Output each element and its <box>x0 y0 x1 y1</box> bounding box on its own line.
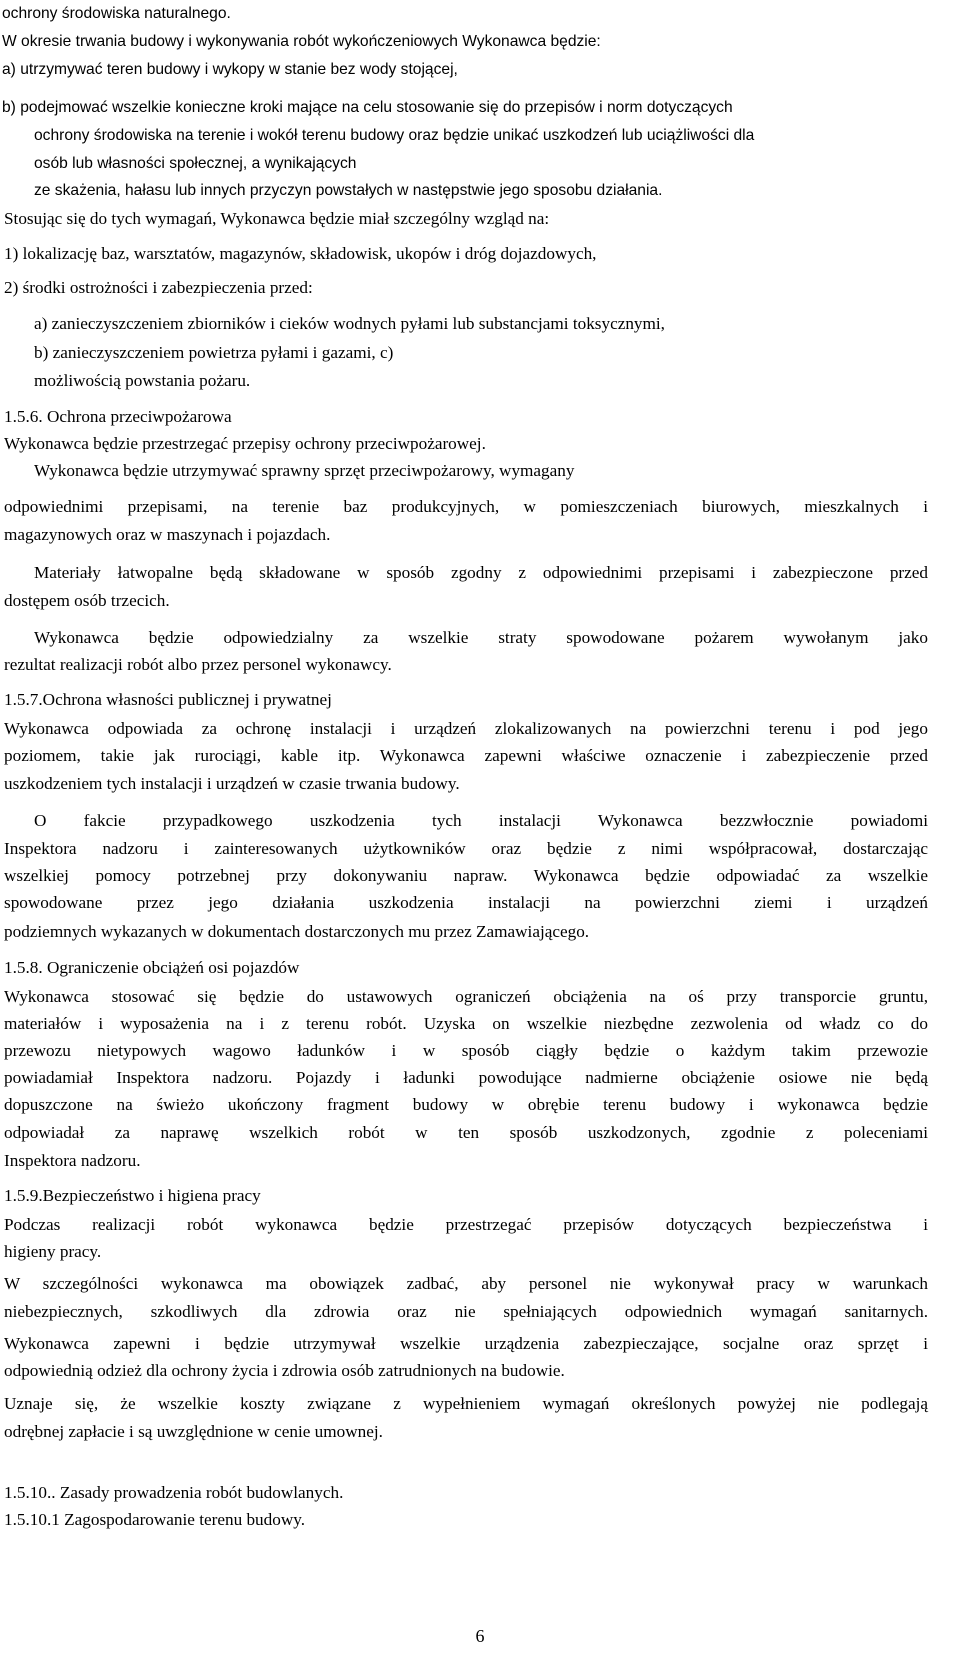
text-line: b) podejmować wszelkie konieczne kroki mające na celu stosowanie się do przepisów i norm dotyczących <box>2 99 733 116</box>
text-line: dostępem osób trzecich. <box>4 591 170 610</box>
list-item: 1) lokalizację baz, warsztatów, magazynów, składowisk, ukopów i dróg dojazdowych, <box>4 244 597 263</box>
text-line: materiałów i wyposażenia na i z terenu robót. Uzyska on wszelkie niezbędne zezwolenia od władz co do <box>4 1014 928 1033</box>
text-line: ze skażenia, hałasu lub innych przyczyn powstałych w następstwie jego sposobu działania. <box>34 182 663 199</box>
text-line: Stosując się do tych wymagań, Wykonawca będzie miał szczególny wzgląd na: <box>4 209 550 228</box>
text-line: odrębnej zapłacie i są uwzględnione w cenie umownej. <box>4 1422 383 1441</box>
section-heading: 1.5.10.1 Zagospodarowanie terenu budowy. <box>4 1510 306 1529</box>
text-line: dopuszczone na świeżo ukończony fragment budowy w obrębie terenu budowy i wykonawca będzie <box>4 1095 928 1114</box>
text-line: Inspektora nadzoru i zainteresowanych użytkowników oraz będzie z nimi współpracował, dostarczając <box>4 839 928 858</box>
page-number: 6 <box>475 1626 485 1646</box>
text-line: odpowiadał za naprawę wszelkich robót w ten sposób uszkodzonych, zgodnie z poleceniami <box>4 1123 928 1142</box>
text-line: Inspektora nadzoru. <box>4 1151 141 1170</box>
text-line: a) utrzymywać teren budowy i wykopy w stanie bez wody stojącej, <box>2 61 458 78</box>
text-line: higieny pracy. <box>4 1242 102 1261</box>
list-item: a) zanieczyszczeniem zbiorników i cieków wodnych pyłami lub substancjami toksycznymi, <box>34 314 665 333</box>
text-line: niebezpiecznych, szkodliwych dla zdrowia oraz nie spełniających odpowiednich wymagań sanitarnych. <box>4 1302 928 1321</box>
text-line: ochrony środowiska naturalnego. <box>2 5 231 22</box>
text-line: O fakcie przypadkowego uszkodzenia tych instalacji Wykonawca bezzwłocznie powiadomi <box>34 811 928 830</box>
text-line: Materiały łatwopalne będą składowane w sposób zgodny z odpowiednimi przepisami i zabezpieczone przed <box>34 563 928 582</box>
text-line: przewozu nietypowych wagowo ładunków i w sposób ciągły będzie o każdym takim przewozie <box>4 1041 928 1060</box>
text-line: Wykonawca będzie utrzymywać sprawny sprzęt przeciwpożarowy, wymagany <box>34 461 575 480</box>
text-line: magazynowych oraz w maszynach i pojazdach. <box>4 525 331 544</box>
list-item: możliwością powstania pożaru. <box>34 371 251 390</box>
text-line: Wykonawca będzie odpowiedzialny za wszelkie straty spowodowane pożarem wywołanym jako <box>34 628 928 647</box>
text-line: W szczególności wykonawca ma obowiązek zadbać, aby personel nie wykonywał pracy w warunkach <box>4 1274 928 1293</box>
text-line: ochrony środowiska na terenie i wokół terenu budowy oraz będzie unikać uszkodzeń lub uciążliwości dla <box>34 127 755 144</box>
text-line: podziemnych wykazanych w dokumentach dostarczonych mu przez Zamawiającego. <box>4 922 590 941</box>
section-heading: 1.5.6. Ochrona przeciwpożarowa <box>4 407 232 426</box>
text-line: odpowiednimi przepisami, na terenie baz produkcyjnych, w pomieszczeniach biurowych, mieszkalnych i <box>4 497 928 516</box>
section-heading: 1.5.8. Ograniczenie obciążeń osi pojazdów <box>4 958 300 977</box>
text-line: spowodowane przez jego działania uszkodzenia instalacji na powierzchni ziemi i urządzeń <box>4 893 928 912</box>
text-line: rezultat realizacji robót albo przez personel wykonawcy. <box>4 655 392 674</box>
section-heading: 1.5.7.Ochrona własności publicznej i prywatnej <box>4 690 332 709</box>
text-line: W okresie trwania budowy i wykonywania robót wykończeniowych Wykonawca będzie: <box>2 33 601 50</box>
text-line: Uznaje się, że wszelkie koszty związane z wypełnieniem wymagań określonych powyżej nie podlegają <box>4 1394 928 1413</box>
text-line: odpowiednią odzież dla ochrony życia i zdrowia osób zatrudnionych na budowie. <box>4 1361 565 1380</box>
section-heading: 1.5.10.. Zasady prowadzenia robót budowlanych. <box>4 1483 344 1502</box>
text-line: Podczas realizacji robót wykonawca będzie przestrzegać przepisów dotyczących bezpieczeństwa i <box>4 1215 928 1234</box>
list-item: b) zanieczyszczeniem powietrza pyłami i gazami, c) <box>34 343 394 362</box>
text-line: Wykonawca odpowiada za ochronę instalacji i urządzeń zlokalizowanych na powierzchni terenu i pod jego <box>4 719 928 738</box>
text-line: wszelkiej pomocy potrzebnej przy dokonywaniu napraw. Wykonawca będzie odpowiadać za wszelkie <box>4 866 928 885</box>
text-line: Wykonawca stosować się będzie do ustawowych ograniczeń obciążenia na oś przy transporcie gruntu, <box>4 987 928 1006</box>
section-heading: 1.5.9.Bezpieczeństwo i higiena pracy <box>4 1186 261 1205</box>
text-line: poziomem, takie jak rurociągi, kable itp. Wykonawca zapewni właściwe oznaczenie i zabezpieczenie przed <box>4 746 928 765</box>
text-line: uszkodzeniem tych instalacji i urządzeń w czasie trwania budowy. <box>4 774 460 793</box>
text-line: Wykonawca zapewni i będzie utrzymywał wszelkie urządzenia zabezpieczające, socjalne oraz sprzęt i <box>4 1334 928 1353</box>
text-line: Wykonawca będzie przestrzegać przepisy ochrony przeciwpożarowej. <box>4 434 486 453</box>
text-line: powiadamiał Inspektora nadzoru. Pojazdy i ładunki powodujące nadmierne obciążenie osiowe nie będą <box>4 1068 928 1087</box>
text-line: osób lub własności społecznej, a wynikających <box>34 155 357 172</box>
list-item: 2) środki ostrożności i zabezpieczenia przed: <box>4 278 313 297</box>
